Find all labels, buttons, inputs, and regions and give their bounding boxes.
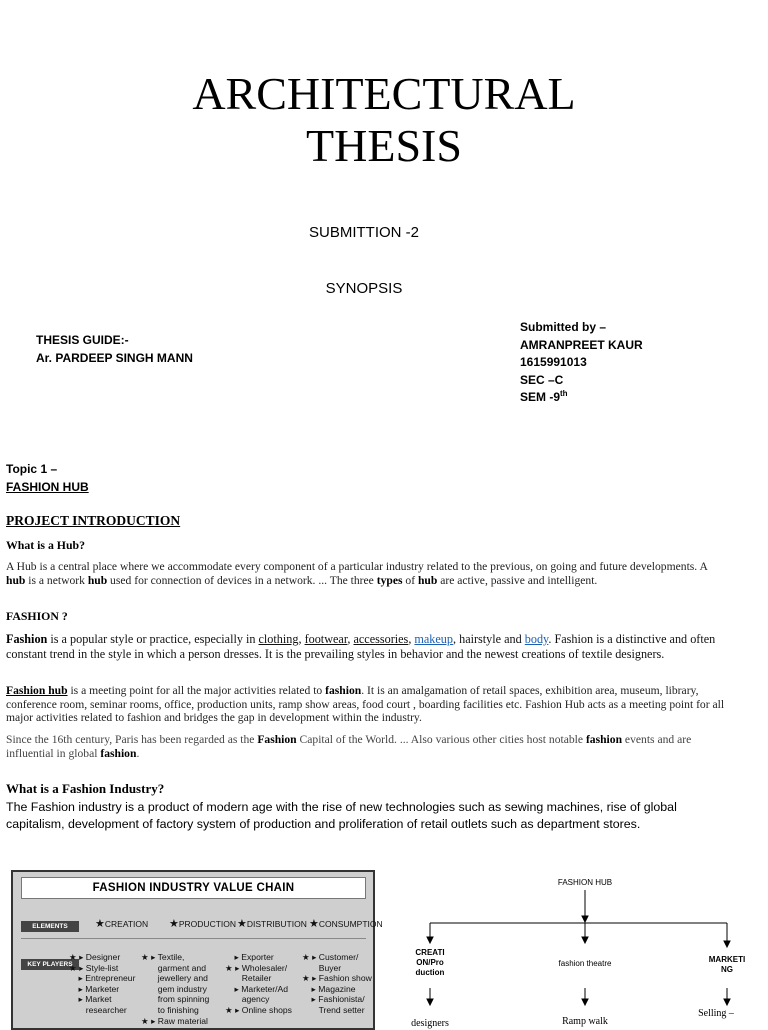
paris-paragraph: Since the 16th century, Paris has been regarded as the Fashion Capital of the World. ... Also various other cities host notable fashion events and are influential in global fashion.: [6, 733, 692, 760]
list-item: garment and: [157, 962, 206, 973]
makeup-link[interactable]: makeup: [414, 632, 453, 646]
fashion-industry-heading: What is a Fashion Industry?: [6, 781, 165, 796]
stage-consumption: ★CONSUMPTION: [309, 918, 383, 930]
hub-paragraph: A Hub is a central place where we accommodate every component of a particular industry related to the previous, on going and future developments. A hub is a network hub used for connection of devices in a network. ... The three types of hub are active, passive and intelligent.: [6, 560, 708, 587]
topic-block: [6, 461, 89, 496]
list-item: Trend setter: [318, 1004, 365, 1015]
list-item: Buyer: [318, 962, 342, 973]
synopsis-label: SYNOPSIS: [325, 280, 403, 297]
players-creation-list: [69, 952, 135, 1016]
submitted-by-label: Submitted by –: [520, 320, 607, 334]
student-name: AMRANPREET KAUR: [520, 337, 643, 352]
value-chain-figure: [11, 870, 383, 1030]
list-item: ★ ▸ Style-list: [69, 962, 119, 973]
arrow-head: [582, 937, 588, 943]
list-item: agency: [241, 994, 270, 1005]
list-item: ★ ▸ Textile,: [141, 952, 185, 962]
org-node-creation: CREATI ON/Pro duction: [415, 948, 445, 977]
divider: [21, 938, 366, 939]
footwear-link[interactable]: footwear: [304, 632, 348, 646]
list-item: researcher: [85, 1004, 127, 1015]
clothing-link[interactable]: clothing: [258, 632, 299, 646]
list-item: ★ ▸ Online shops: [225, 1004, 292, 1015]
thesis-guide-name: Ar. PARDEEP SINGH MANN: [36, 350, 193, 365]
arrow-head: [427, 937, 433, 943]
list-item: to finishing: [157, 1004, 199, 1015]
thesis-guide-block: [36, 332, 193, 367]
fashion-hub-paragraph: Fashion hub is a meeting point for all the major activities related to fashion. It is an amalgamation of retail spaces, exhibition area, museum, library, conference room, seminar rooms, office, production units, ramp show areas, food court , boarding facilities etc. Fashion Hub acts as a meeting point for all major activities related to fashion and bridges the gap in development within the industry.: [6, 684, 725, 725]
body-link[interactable]: body: [524, 632, 549, 646]
list-item: ▸ Fashionista/: [302, 994, 365, 1005]
roll-number: 1615991013: [520, 355, 587, 370]
list-item: jewellery and: [157, 973, 208, 984]
fashion-industry-paragraph: The Fashion industry is a product of modern age with the rise of new technologies such as sewing machines, rise of global capitalism, development of factory system of production and proliferation of retail outlets such as department stores.: [6, 800, 677, 831]
star-icon: ★: [95, 918, 105, 930]
list-item: ▸ Magazine: [302, 983, 356, 994]
list-item: Retailer: [241, 973, 272, 984]
fashion-hub-org-chart: [400, 860, 768, 1029]
fashion-heading: FASHION ?: [6, 609, 68, 623]
list-item: gem industry: [157, 983, 207, 994]
list-item: ▸ Marketer: [69, 983, 120, 994]
accessories-link[interactable]: accessories: [353, 632, 409, 646]
star-icon: ★: [309, 918, 319, 930]
arrow-head: [724, 941, 730, 947]
stage-distribution: ★DISTRIBUTION: [237, 918, 307, 930]
players-distribution-list: [225, 952, 292, 1016]
players-production-list: [141, 952, 209, 1026]
arrow-head: [582, 916, 588, 922]
list-item: ▸ Marketer/Ad: [225, 983, 289, 994]
list-item: ★ ▸ Designer: [69, 952, 121, 962]
semester: [520, 389, 643, 407]
value-chain-title: FASHION INDUSTRY VALUE CHAIN: [21, 877, 366, 899]
list-item: ★ ▸ Customer/: [302, 952, 359, 962]
project-introduction-heading: PROJECT INTRODUCTION: [6, 513, 181, 528]
topic-label: Topic 1 –: [6, 462, 58, 476]
submitted-by-block: [520, 319, 643, 407]
list-item: ▸ Market: [69, 994, 112, 1005]
key-players-label: KEY PLAYERS: [21, 959, 79, 970]
semester-text: SEM -9: [520, 390, 561, 405]
star-icon: ★: [237, 918, 247, 930]
stage-production: ★PRODUCTION: [169, 918, 237, 930]
org-child-ramp-walk: Ramp walk: [562, 1016, 608, 1027]
list-item: ▸ Entrepreneur: [69, 973, 136, 984]
section: SEC –C: [520, 372, 564, 387]
list-item: ★ ▸ Wholesaler/: [225, 962, 288, 973]
thesis-guide-label: THESIS GUIDE:-: [36, 333, 129, 347]
what-is-hub-heading: What is a Hub?: [6, 538, 85, 552]
list-item: ★ ▸ Raw material: [141, 1015, 208, 1026]
players-consumption-list: [302, 952, 372, 1016]
org-root-node: FASHION HUB: [557, 878, 613, 887]
elements-label: ELEMENTS: [21, 921, 79, 932]
org-child-designers: designers: [411, 1018, 449, 1029]
list-item: from spinning: [157, 994, 210, 1005]
arrow-head: [427, 999, 433, 1005]
submission-label: SUBMITTION -2: [308, 224, 419, 241]
document-title-line2: THESIS: [306, 120, 462, 171]
arrow-head: [724, 999, 730, 1005]
star-icon: ★: [169, 918, 179, 930]
topic-name: FASHION HUB: [6, 479, 89, 494]
stage-creation: ★CREATION: [95, 918, 149, 930]
document-title-line1: ARCHITECTURAL: [192, 68, 576, 119]
arrow-head: [582, 999, 588, 1005]
list-item: ★ ▸ Fashion show: [302, 973, 372, 984]
org-child-selling: Selling –: [698, 1008, 734, 1019]
fashion-paragraph: Fashion is a popular style or practice, especially in clothing, footwear, accessories, makeup, hairstyle and body. Fashion is a distinctive and often constant trend in the style in which a person dresses. It is the prevailing styles in behavior and the newest creations of textile designers.: [6, 632, 716, 661]
semester-sup: th: [560, 389, 568, 399]
org-node-marketing: MARKETI NG: [708, 955, 746, 974]
list-item: ▸ Exporter: [225, 952, 274, 962]
org-node-fashion-theatre: fashion theatre: [558, 959, 612, 968]
